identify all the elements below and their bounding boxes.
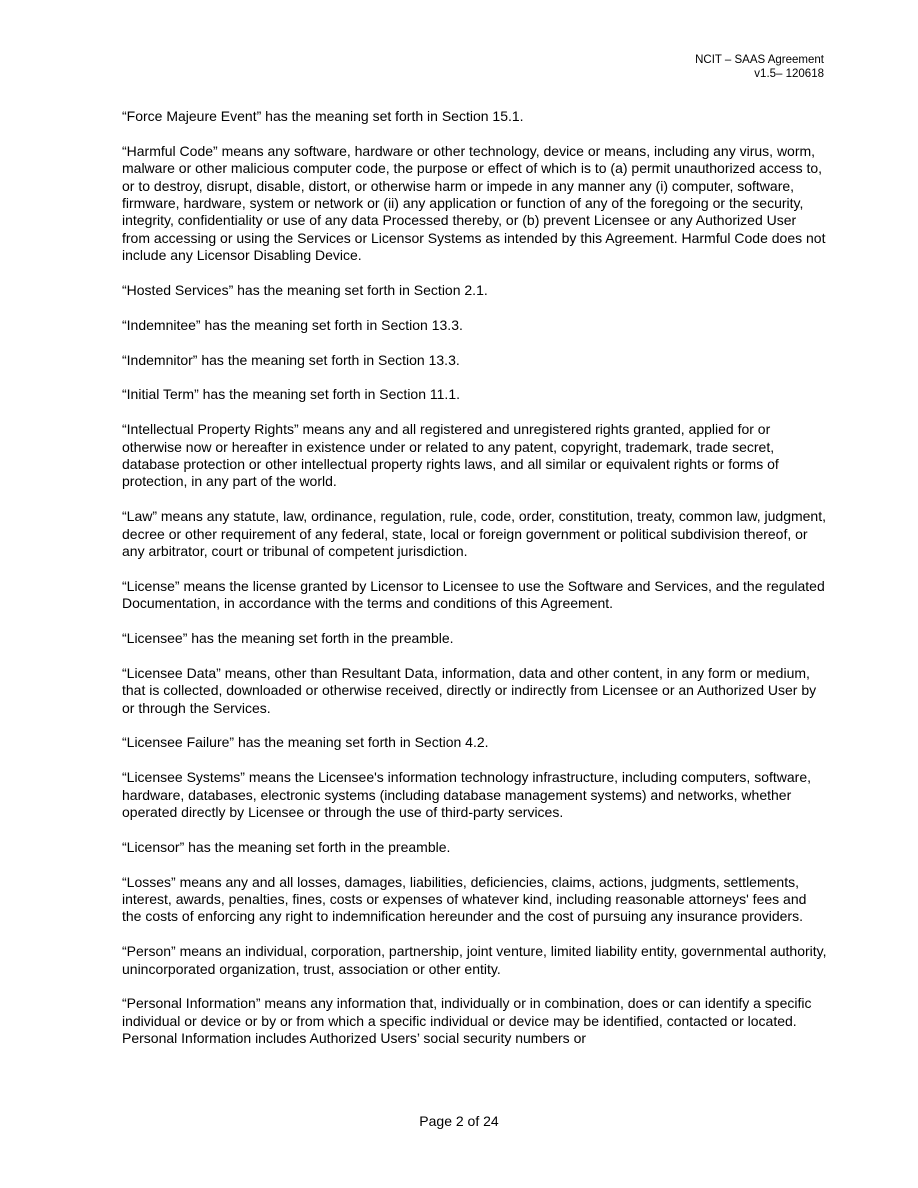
header-version: v1.5– 120618 (754, 68, 824, 80)
definition-personal-information: “Personal Information” means any information that, individually or in combination, does or can identify a specific individual or device or by or from which a specific individual or device may be identified, contacted or located. Personal Information includes Authorized Users’ social security numbers or (122, 995, 812, 1047)
definition-intellectual-property-rights: “Intellectual Property Rights” means any and all registered and unregistered rights granted, applied for or otherwise now or hereafter in existence under or related to any patent, copyright, trademark, trade secret, database protection or other intellectual property rights laws, and all similar or equivalent rights or forms of protection, in any part of the world. (122, 421, 779, 490)
definition-force-majeure-event: “Force Majeure Event” has the meaning set forth in Section 15.1. (122, 108, 524, 124)
page-number: Page 2 of 24 (419, 1113, 499, 1129)
definitions-body (122, 108, 828, 1065)
definition-licensee-failure: “Licensee Failure” has the meaning set forth in Section 4.2. (122, 734, 489, 751)
definition-hosted-services: “Hosted Services” has the meaning set forth in Section 2.1. (122, 282, 488, 299)
header-title: NCIT – SAAS Agreement (695, 54, 824, 66)
definition-licensor: “Licensor” has the meaning set forth in the preamble. (122, 838, 451, 855)
definition-license: “License” means the license granted by Licensor to Licensee to use the Software and Services, and the regulated Documentation, in accordance with the terms and conditions of this Agreement. (122, 577, 825, 612)
definition-licensee-data: “Licensee Data” means, other than Resultant Data, information, data and other content, in any form or medium, that is collected, downloaded or otherwise received, directly or indirectly from Licensee or an Authorized User by or through the Services. (122, 664, 817, 716)
definition-law: “Law” means any statute, law, ordinance, regulation, rule, code, order, constitution, treaty, common law, judgment, decree or other requirement of any federal, state, local or foreign government or political subdivision thereof, or any arbitrator, court or tribunal of competent jurisdiction. (122, 508, 826, 560)
definition-losses: “Losses” means any and all losses, damages, liabilities, deficiencies, claims, actions, judgments, settlements, interest, awards, penalties, fines, costs or expenses of whatever kind, including reasonable attorneys' fees and the costs of enforcing any right to indemnification hereunder and the cost of pursuing any insurance providers. (122, 873, 807, 925)
document-header (695, 53, 824, 81)
definition-person: “Person” means an individual, corporation, partnership, joint venture, limited liability entity, governmental authority, unincorporated organization, trust, association or other entity. (122, 943, 827, 977)
definition-initial-term: “Initial Term” has the meaning set forth in Section 11.1. (122, 386, 460, 403)
definition-licensee-systems: “Licensee Systems” means the Licensee's information technology infrastructure, including computers, software, hardware, databases, electronic systems (including database management systems) and networks, whether operated directly by Licensee or through the use of third-party services. (122, 769, 812, 821)
definition-licensee: “Licensee” has the meaning set forth in the preamble. (122, 630, 454, 647)
definition-indemnitee: “Indemnitee” has the meaning set forth in Section 13.3. (122, 316, 463, 333)
definition-indemnitor: “Indemnitor” has the meaning set forth in Section 13.3. (122, 351, 460, 368)
definition-harmful-code: “Harmful Code” means any software, hardware or other technology, device or means, including any virus, worm, malware or other malicious computer code, the purpose or effect of which is to (a) permit unauthorized access to, or to destroy, disrupt, disable, distort, or otherwise harm or impede in any manner any (i) computer, software, firmware, hardware, system or network or (ii) any application or function of any of the foregoing or the security, integrity, confidentiality or use of any data Processed thereby, or (b) prevent Licensee or any Authorized User from accessing or using the Services or Licensor Systems as intended by this Agreement. Harmful Code does not include any Licensor Disabling Device. (122, 142, 826, 264)
